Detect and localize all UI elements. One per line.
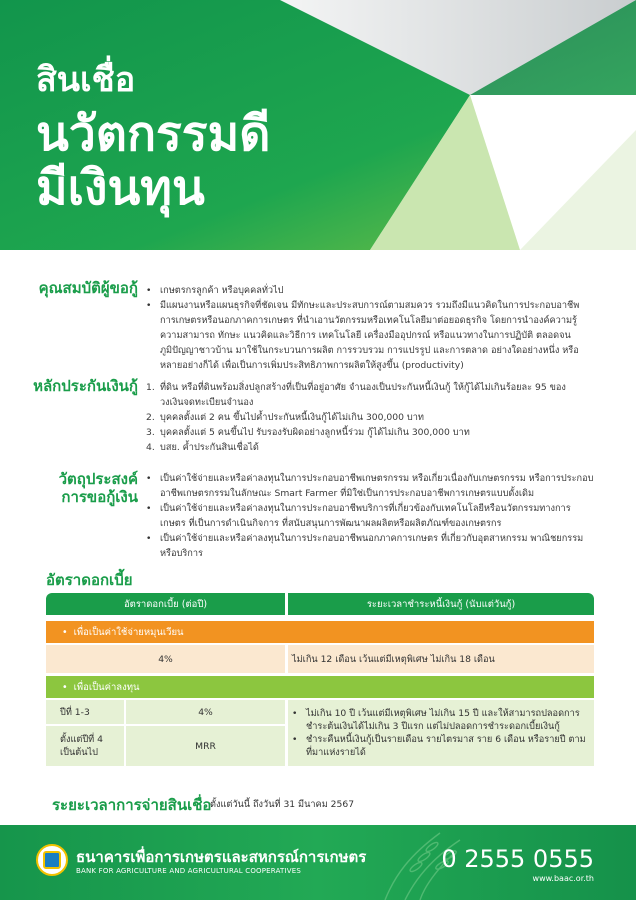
title-line-3: มีเงินทุน <box>36 160 205 216</box>
footer-bar <box>0 825 636 900</box>
investment-year1-label: ปีที่ 1-3 <box>46 700 124 724</box>
investment-year4-label: ตั้งแต่ปีที่ 4 เป็นต้นไป <box>46 726 124 766</box>
purpose-item: • เป็นค่าใช้จ่ายและหรือค่าลงทุนในการประกอบอาชีพเกษตรกรรม หรือเกี่ยวเนื่องกับเกษตรกรรม หรือการประกอบอาชีพเกษตรกรรมในลักษณะ Smart Farmer ที่มิใช่เป็นการประกอบอาชีพการเกษตรแบบดั้งเดิม <box>146 471 594 501</box>
collateral-label: หลักประกันเงินกู้ <box>33 377 138 395</box>
bank-name-english: BANK FOR AGRICULTURE AND AGRICULTURAL COOPERATIVES <box>76 867 302 875</box>
band-working-capital: • เพื่อเป็นค่าใช้จ่ายหมุนเวียน <box>46 621 594 643</box>
purpose-item: • เป็นค่าใช้จ่ายและหรือค่าลงทุนในการประกอบอาชีพบริการที่เกี่ยวข้องกับเทคโนโลยีหรือนวัตกรรมทางการเกษตร ที่เป็นการดำเนินกิจการ ที่สนับสนุนการพัฒนาผลผลิตหรือผลิตภัณฑ์ของเกษตรกร <box>146 501 594 531</box>
investment-year1-rate: 4% <box>126 700 285 724</box>
bank-name-thai: ธนาคารเพื่อการเกษตรและสหกรณ์การเกษตร <box>76 848 367 866</box>
rates-header-term: ระยะเวลาชำระหนี้เงินกู้ (นับแต่วันกู้) <box>288 593 594 615</box>
collateral-list <box>146 380 588 455</box>
investment-term-item: • ไม่เกิน 10 ปี เว้นแต่มีเหตุพิเศษ ไม่เกิน 15 ปี และให้สามารถปลอดการชำระต้นเงินได้ไม่เกิน 3 ปีแรก แต่ไม่ปลอดการชำระดอกเบี้ยเงินกู้ <box>292 707 586 733</box>
investment-terms <box>288 700 594 766</box>
purpose-item: • เป็นค่าใช้จ่ายและหรือค่าลงทุนในการประกอบอาชีพนอกภาคการเกษตร ที่เกี่ยวกับอุตสาหกรรม พาณิชยกรรม หรือบริการ <box>146 531 594 561</box>
working-capital-term: ไม่เกิน 12 เดือน เว้นแต่มีเหตุพิเศษ ไม่เกิน 18 เดือน <box>288 645 594 673</box>
title-line-2: นวัตกรรมดี <box>36 106 271 162</box>
qualification-item: • มีแผนงานหรือแผนธุรกิจที่ชัดเจน มีทักษะและประสบการณ์ตามสมควร รวมถึงมีแนวคิดในการประกอบอาชีพการเกษตรหรือนอกภาคการเกษตร ที่นำเอานวัตกรรมหรือเทคโนโลยีมาต่อยอดธุรกิจ โดยการนำองค์ความรู้ ความสามารถ ทักษะ แนวคิดและวิธีการ เทคโนโลยี เครื่องมืออุปกรณ์ หรือแนวทางในการปฏิบัติ ตลอดจนภูมิปัญญาชาวบ้าน มาใช้ในกระบวนการผลิต การรวบรวม การแปรรูป และการตลาด อย่างใดอย่างหนึ่ง หรือหลายอย่างก็ได้ เพื่อเป็นการเพิ่มประสิทธิภาพการผลิตให้สูงขึ้น (productivity) <box>146 298 588 373</box>
qualifications-list <box>146 283 588 373</box>
investment-term-item: • ชำระคืนหนี้เงินกู้เป็นรายเดือน รายไตรมาส ราย 6 เดือน หรือรายปี ตามที่มาแห่งรายได้ <box>292 733 586 759</box>
qualification-item: • เกษตรกรลูกค้า หรือบุคคลทั่วไป <box>146 283 588 298</box>
payout-title: ระยะเวลาการจ่ายสินเชื่อ <box>52 796 212 814</box>
rates-header-rate: อัตราดอกเบี้ย (ต่อปี) <box>46 593 285 615</box>
website-link[interactable]: www.baac.or.th <box>532 874 594 883</box>
collateral-item: 3. บุคคลตั้งแต่ 5 คนขึ้นไป รับรองรับผิดอย่างลูกหนี้ร่วม กู้ได้ไม่เกิน 300,000 บาท <box>146 427 470 438</box>
collateral-item: 4. บสย. ค้ำประกันสินเชื่อได้ <box>146 442 259 453</box>
purpose-label: วัตถุประสงค์ การขอกู้เงิน <box>58 470 138 506</box>
band-investment: • เพื่อเป็นค่าลงทุน <box>46 676 594 698</box>
collateral-item: 1. ที่ดิน หรือที่ดินพร้อมสิ่งปลูกสร้างที่เป็นที่อยู่อาศัย จำนองเป็นประกันหนี้เงินกู้ ให้กู้ได้ไม่เกินร้อยละ 95 ของวงเงินจดทะเบียนจำนอง <box>146 382 566 408</box>
qualifications-label: คุณสมบัติผู้ขอกู้ <box>38 279 138 297</box>
rates-title: อัตราดอกเบี้ย <box>46 571 133 589</box>
title-line-1: สินเชื่อ <box>36 60 136 100</box>
contact-phone[interactable]: 0 2555 0555 <box>441 845 594 873</box>
purpose-list <box>146 471 594 561</box>
baac-logo-icon <box>36 844 68 876</box>
investment-year4-rate: MRR <box>126 726 285 766</box>
collateral-item: 2. บุคคลตั้งแต่ 2 คน ขึ้นไปค้ำประกันหนี้เงินกู้ได้ไม่เกิน 300,000 บาท <box>146 412 424 423</box>
payout-period-text: ตั้งแต่วันนี้ ถึงวันที่ 31 มีนาคม 2567 <box>210 799 355 810</box>
header-banner <box>0 0 636 250</box>
working-capital-rate: 4% <box>46 645 285 673</box>
